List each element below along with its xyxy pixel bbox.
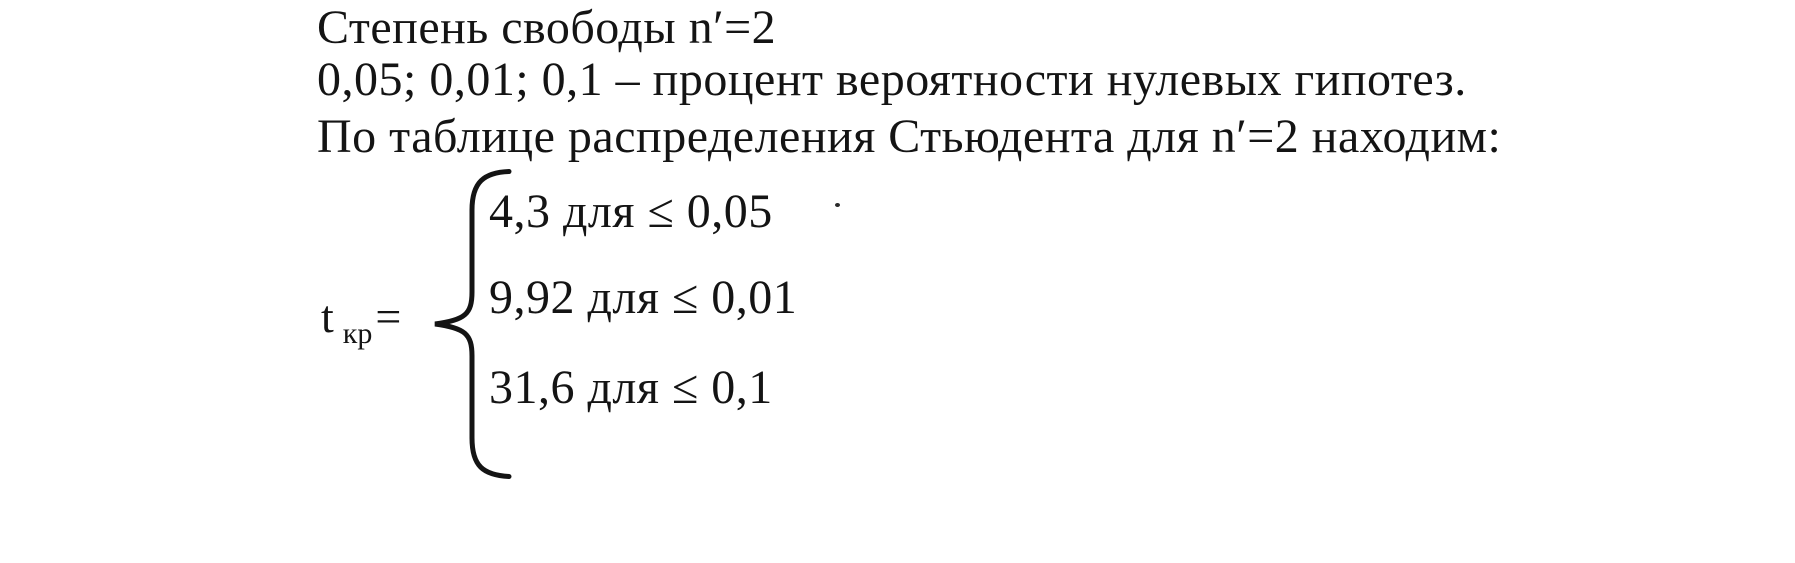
text-line-student-table: По таблице распределения Стьюдента для n′=2 находим:: [317, 110, 1502, 163]
case-row-1: 4,3 для ≤ 0,05: [489, 185, 773, 238]
formula-lhs: [321, 291, 402, 350]
case-row-3: 31,6 для ≤ 0,1: [489, 361, 773, 414]
scan-speck: [835, 203, 840, 207]
kr-subscript: кр: [342, 317, 373, 350]
case-row-2: 9,92 для ≤ 0,01: [489, 271, 798, 324]
text-line-degrees-of-freedom: Степень свободы n′=2: [317, 1, 777, 54]
t-symbol: t: [321, 291, 334, 342]
equals-sign: =: [375, 291, 402, 342]
text-line-probability-levels: 0,05; 0,01; 0,1 – процент вероятности нулевых гипотез.: [317, 53, 1467, 106]
